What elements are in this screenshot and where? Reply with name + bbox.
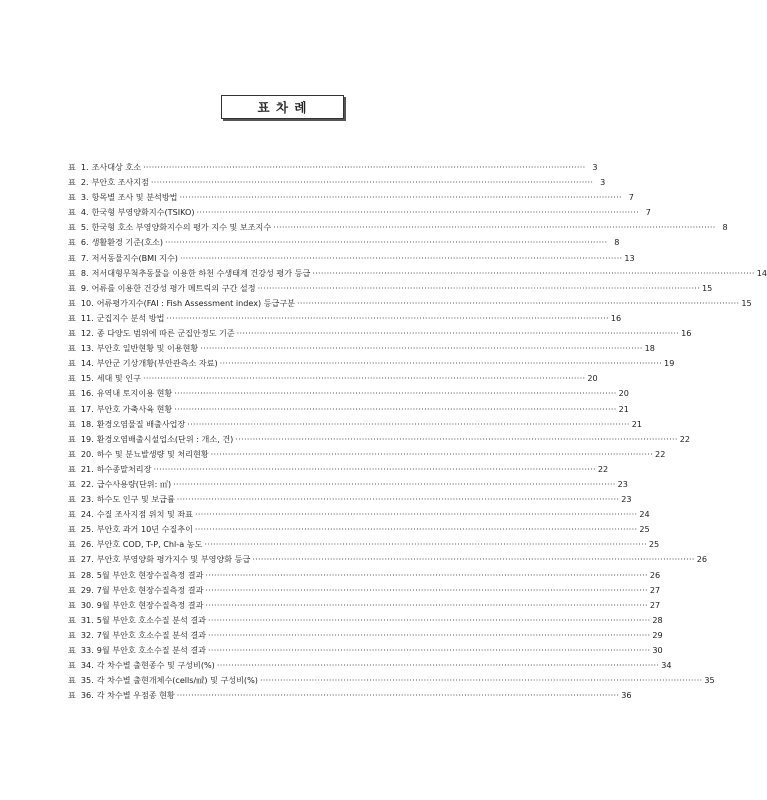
entry-prefix: 표 (68, 267, 76, 278)
dot-leader (195, 507, 637, 522)
entry-prefix: 표 (68, 509, 76, 520)
entry-prefix: 표 (68, 433, 76, 444)
dot-leader (252, 552, 694, 567)
entry-number: 25. (80, 524, 94, 535)
entry-number: 8. (80, 267, 89, 278)
dot-leader (208, 628, 650, 643)
toc-title: 표 차 례 (221, 95, 344, 119)
toc-entry[interactable] (68, 598, 661, 613)
toc-entry[interactable] (68, 386, 629, 401)
entry-prefix: 표 (68, 599, 76, 610)
toc-entry[interactable] (68, 447, 666, 462)
entry-label: 조사대상 호소 (91, 162, 142, 172)
dot-leader (312, 266, 754, 281)
entry-label: 부안호 부영양화 평가지수 및 부영양화 등급 (96, 554, 251, 565)
dot-leader (173, 477, 615, 492)
dot-leader (174, 386, 616, 401)
entry-number: 17. (80, 403, 94, 414)
toc-entry[interactable] (68, 220, 728, 235)
entry-page-number: 25 (639, 524, 650, 535)
toc-entry[interactable] (68, 552, 708, 567)
entry-prefix: 표 (68, 222, 76, 233)
entry-label: 어류를 이용한 건강성 평가 메트릭의 구간 설정 (91, 282, 256, 293)
entry-page-number: 19 (664, 358, 675, 369)
entry-prefix: 표 (68, 463, 76, 474)
dot-leader (180, 251, 622, 266)
dot-leader (297, 296, 739, 311)
entry-prefix: 표 (68, 494, 76, 505)
entry-prefix: 표 (68, 418, 76, 429)
toc-entry[interactable] (68, 537, 660, 552)
entry-prefix: 표 (68, 448, 76, 459)
toc-entry[interactable] (68, 251, 635, 266)
entry-number: 24. (80, 509, 94, 520)
entry-number: 16. (80, 388, 94, 399)
entry-page-number: 27 (649, 584, 661, 595)
dot-leader (217, 658, 659, 673)
toc-entry[interactable] (68, 235, 620, 250)
entry-page-number: 26 (696, 554, 708, 565)
entry-number: 21. (80, 463, 94, 474)
entry-label: 저서대형무척추동물을 이용한 하천 수생태계 건강성 평가 등급 (91, 267, 311, 278)
entry-prefix: 표 (68, 554, 76, 565)
entry-page-number: 25 (648, 539, 660, 550)
entry-number: 31. (80, 614, 94, 625)
entry-number: 32. (80, 629, 94, 640)
entry-label: 7월 부안호 현장수질측정 결과 (96, 584, 204, 595)
dot-leader (220, 356, 662, 371)
entry-number: 27. (80, 554, 94, 565)
dot-leader (237, 326, 679, 341)
dot-leader (204, 537, 646, 552)
entry-page-number: 7 (628, 192, 634, 203)
dot-leader (143, 371, 585, 386)
entry-page-number: 28 (652, 614, 663, 625)
entry-prefix: 표 (68, 373, 76, 384)
toc-entry[interactable] (68, 568, 661, 583)
toc-entry[interactable] (68, 356, 675, 371)
entry-number: 34. (80, 660, 94, 671)
entry-label: 생활환경 기준(호소) (91, 237, 163, 248)
toc-entry[interactable] (68, 462, 609, 477)
entry-number: 35. (80, 675, 94, 686)
entry-label: 부안군 기상개황(부안관측소 자료) (96, 358, 218, 369)
entry-number: 30. (80, 599, 94, 610)
toc-entry[interactable] (68, 175, 606, 190)
dot-leader (200, 341, 642, 356)
entry-number: 4. (80, 207, 89, 218)
entry-number: 15. (80, 373, 94, 384)
entry-prefix: 표 (68, 297, 76, 308)
dot-leader (205, 568, 647, 583)
entry-number: 6. (80, 237, 89, 248)
entry-page-number: 23 (617, 478, 628, 489)
entry-prefix: 표 (68, 690, 76, 701)
entry-label: 9월 부안호 현장수질측정 결과 (96, 599, 204, 610)
entry-number: 20. (80, 448, 94, 459)
toc-entry[interactable] (68, 190, 634, 205)
toc-entry[interactable] (68, 311, 622, 326)
toc-entry[interactable] (68, 613, 663, 628)
entry-number: 26. (80, 539, 94, 550)
dot-leader (273, 220, 715, 235)
entry-label: 항목별 조사 및 분석방법 (91, 192, 178, 203)
entry-number: 28. (80, 569, 94, 580)
entry-page-number: 35 (704, 675, 715, 686)
entry-number: 1. (80, 162, 89, 172)
dot-leader (211, 447, 653, 462)
entry-label: 유역내 토지이용 현황 (96, 388, 173, 399)
entry-label: 부안호 과거 10년 수질추이 (96, 524, 193, 535)
toc-entry[interactable] (68, 281, 713, 296)
entry-page-number: 14 (756, 267, 767, 278)
entry-number: 2. (80, 177, 89, 188)
dot-leader (235, 432, 677, 447)
entry-label: 부안호 일반현황 및 이용현황 (96, 343, 199, 354)
entry-number: 11. (80, 312, 94, 323)
toc-entry[interactable] (68, 432, 691, 447)
entry-page-number: 7 (645, 207, 651, 218)
entry-prefix: 표 (68, 162, 76, 172)
entry-label: 한국형 부영양화지수(TSIKO) (91, 207, 195, 218)
entry-label: 부안호 가축사육 현황 (96, 403, 173, 414)
entry-page-number: 24 (639, 509, 650, 520)
dot-leader (151, 175, 593, 190)
entry-label: 하수 및 분뇨발생량 및 처리현황 (96, 448, 209, 459)
entry-prefix: 표 (68, 629, 76, 640)
entry-page-number: 8 (614, 237, 620, 248)
dot-leader (205, 598, 647, 613)
entry-number: 7. (80, 252, 89, 263)
entry-prefix: 표 (68, 584, 76, 595)
dot-leader (153, 462, 595, 477)
toc-entry[interactable] (68, 326, 692, 341)
entry-prefix: 표 (68, 614, 76, 625)
entry-page-number: 8 (722, 222, 728, 233)
table-of-tables (68, 160, 767, 703)
entry-prefix: 표 (68, 388, 76, 399)
dot-leader (260, 673, 702, 688)
entry-page-number: 22 (597, 463, 609, 474)
entry-label: 하수도 인구 및 보급률 (96, 494, 175, 505)
entry-prefix: 표 (68, 478, 76, 489)
toc-entry[interactable] (68, 477, 628, 492)
entry-label: 종 다양도 범위에 따른 군집안정도 기준 (96, 328, 235, 339)
entry-page-number: 3 (592, 162, 598, 172)
entry-label: 환경오염배출시설업소(단위 : 개소, 건) (96, 433, 234, 444)
entry-page-number: 30 (652, 645, 663, 655)
entry-label: 각 차수별 출현종수 및 구성비(%) (96, 660, 215, 671)
entry-page-number: 29 (652, 629, 663, 640)
entry-number: 10. (80, 297, 94, 308)
dot-leader (208, 613, 650, 628)
entry-number: 13. (80, 343, 94, 354)
entry-page-number: 13 (624, 252, 635, 263)
dot-leader (197, 205, 639, 220)
entry-label: 각 차수별 우점종 현황 (96, 690, 175, 701)
entry-prefix: 표 (68, 237, 76, 248)
entry-number: 33. (80, 645, 94, 655)
toc-entry[interactable] (68, 341, 655, 356)
entry-page-number: 27 (649, 599, 661, 610)
toc-entry[interactable] (68, 507, 650, 522)
entry-page-number: 15 (701, 282, 713, 293)
entry-prefix: 표 (68, 343, 76, 354)
entry-page-number: 22 (679, 433, 691, 444)
dot-leader (205, 583, 647, 598)
entry-page-number: 26 (649, 569, 661, 580)
toc-entry[interactable] (68, 417, 642, 432)
entry-number: 5. (80, 222, 89, 233)
entry-page-number: 23 (621, 494, 632, 505)
entry-label: 부안호 COD, T-P, Chl-a 농도 (96, 539, 203, 550)
toc-entry[interactable] (68, 658, 672, 673)
dot-leader (165, 235, 607, 250)
dot-leader (187, 417, 629, 432)
dot-leader (195, 522, 637, 537)
toc-entry[interactable] (68, 371, 598, 386)
entry-number: 22. (80, 478, 94, 489)
entry-prefix: 표 (68, 328, 76, 339)
entry-number: 9. (80, 282, 89, 293)
entry-page-number: 22 (655, 448, 666, 459)
toc-entry[interactable] (68, 402, 629, 417)
toc-entry[interactable] (68, 643, 663, 658)
entry-label: 한국형 호소 부영양화지수의 평가 지수 및 보조지수 (91, 222, 272, 233)
entry-label: 5월 부안호 현장수질측정 결과 (96, 569, 204, 580)
entry-prefix: 표 (68, 282, 76, 293)
entry-prefix: 표 (68, 660, 76, 671)
dot-leader (208, 643, 650, 658)
entry-prefix: 표 (68, 403, 76, 414)
toc-entry[interactable] (68, 160, 598, 175)
entry-number: 14. (80, 358, 94, 369)
entry-prefix: 표 (68, 675, 76, 686)
entry-page-number: 20 (587, 373, 598, 384)
entry-number: 19. (80, 433, 94, 444)
entry-page-number: 16 (681, 328, 692, 339)
entry-prefix: 표 (68, 192, 76, 203)
entry-label: 7월 부안호 호소수질 분석 결과 (96, 629, 206, 640)
entry-page-number: 16 (610, 312, 622, 323)
entry-page-number: 21 (631, 418, 642, 429)
toc-entry[interactable] (68, 583, 661, 598)
entry-number: 3. (80, 192, 89, 203)
entry-page-number: 36 (621, 690, 632, 701)
toc-entry[interactable] (68, 492, 632, 507)
entry-page-number: 21 (618, 403, 629, 414)
entry-prefix: 표 (68, 177, 76, 188)
entry-page-number: 20 (618, 388, 629, 399)
entry-prefix: 표 (68, 207, 76, 218)
toc-entry[interactable] (68, 522, 650, 537)
entry-page-number: 34 (661, 660, 672, 671)
entry-label: 군집지수 분석 방법 (96, 312, 165, 323)
dot-leader (177, 492, 619, 507)
entry-prefix: 표 (68, 569, 76, 580)
entry-label: 각 차수별 출현개체수(cells/㎖) 및 구성비(%) (96, 675, 258, 686)
entry-label: 환경오염물질 배출사업장 (96, 418, 186, 429)
entry-prefix: 표 (68, 358, 76, 369)
dot-leader (166, 311, 608, 326)
entry-number: 36. (80, 690, 94, 701)
entry-number: 29. (80, 584, 94, 595)
entry-label: 급수사용량(단위: ㎥) (96, 478, 172, 489)
entry-label: 어류평가지수(FAI : Fish Assessment index) 등급구분 (96, 297, 295, 308)
toc-entry[interactable] (68, 205, 651, 220)
entry-label: 9월 부안호 호소수질 분석 결과 (96, 645, 206, 655)
entry-page-number: 15 (741, 297, 752, 308)
entry-label: 하수종말처리장 (96, 463, 152, 474)
entry-label: 세대 및 인구 (96, 373, 141, 384)
entry-label: 저서동물지수(BMI 지수) (91, 252, 178, 263)
entry-page-number: 3 (600, 177, 606, 188)
dot-leader (174, 402, 616, 417)
toc-entry[interactable] (68, 688, 632, 703)
entry-page-number: 18 (644, 343, 655, 354)
entry-prefix: 표 (68, 312, 76, 323)
entry-prefix: 표 (68, 645, 76, 655)
entry-label: 부안호 조사지점 (91, 177, 149, 188)
dot-leader (258, 281, 700, 296)
entry-prefix: 표 (68, 524, 76, 535)
entry-number: 18. (80, 418, 94, 429)
toc-entry[interactable] (68, 266, 767, 281)
entry-label: 수질 조사지점 위치 및 좌표 (96, 509, 193, 520)
toc-entry[interactable] (68, 296, 752, 311)
entry-number: 23. (80, 494, 94, 505)
toc-entry[interactable] (68, 628, 663, 643)
dot-leader (143, 160, 585, 175)
entry-label: 5월 부안호 호소수질 분석 결과 (96, 614, 206, 625)
entry-number: 12. (80, 328, 94, 339)
entry-prefix: 표 (68, 252, 76, 263)
toc-entry[interactable] (68, 673, 715, 688)
dot-leader (177, 688, 619, 703)
entry-prefix: 표 (68, 539, 76, 550)
dot-leader (179, 190, 621, 205)
